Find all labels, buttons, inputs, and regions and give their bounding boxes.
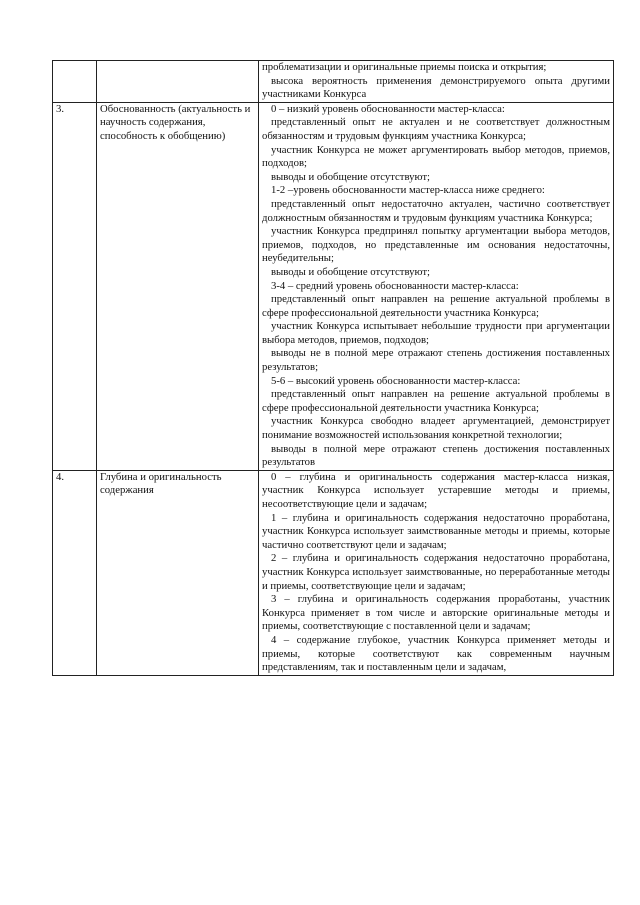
description-paragraph: 2 – глубина и оригинальность содержания недостаточно проработана, участник Конкурса использует заимствованные, но переработанные методы и приемы, соответствующие цели и задачам; <box>262 552 610 592</box>
description-paragraph: 0 – глубина и оригинальность содержания мастер-класса низкая, участник Конкурса использует устаревшие методы и приемы, несоответствующие цели и задачам; <box>262 470 610 510</box>
description-paragraph: представленный опыт направлен на решение актуальной проблемы в сфере профессиональной деятельности участника Конкурса; <box>262 293 610 319</box>
description-paragraph: участник Конкурса испытывает небольшие трудности при аргументации выбора методов, приемов, подходов; <box>262 320 610 346</box>
description-paragraph: высока вероятность применения демонстрируемого опыта другими участниками Конкурса <box>262 74 610 101</box>
description-paragraph: представленный опыт направлен на решение актуальной проблемы в сфере профессиональной деятельности участника Конкурса; <box>262 388 610 414</box>
criteria-table <box>52 60 614 676</box>
description-paragraph: участник Конкурса предпринял попытку аргументации выбора методов, приемов, подходов, но представленные им основания недостаточны, неубедительны; <box>262 225 610 265</box>
description-paragraph: проблематизации и оригинальные приемы поиска и открытия; <box>262 61 547 73</box>
table-row <box>53 61 614 103</box>
description-paragraph: выводы не в полной мере отражают степень достижения поставленных результатов; <box>262 347 610 374</box>
description-paragraph: 5-6 – высокий уровень обоснованности мастер-класса: <box>271 374 521 387</box>
description-paragraph: выводы в полной мере отражают степень достижения поставленных результатов <box>262 442 610 469</box>
row-number: 4. <box>53 470 97 675</box>
description-paragraph: представленный опыт недостаточно актуален, частично соответствует должностным обязанностям и трудовым функциям участника Конкурса; <box>262 197 610 224</box>
description-paragraph: 3 – глубина и оригинальность содержания проработаны, участник Конкурса применяет в том числе и авторские оригинальные методы и приемы, соответствующие с поставленной цели и задачам; <box>262 593 610 633</box>
criterion-name <box>97 61 259 103</box>
criterion-description <box>259 102 614 470</box>
description-paragraph: 1-2 –уровень обоснованности мастер-класса ниже среднего: <box>271 184 545 197</box>
description-paragraph: участник Конкурса не может аргументировать выбор методов, приемов, подходов; <box>262 143 610 170</box>
criterion-description <box>259 61 614 103</box>
row-number: 3. <box>53 102 97 470</box>
criterion-name: Обоснованность (актуальность и научность содержания, способность к обобщению) <box>97 102 259 470</box>
criterion-description <box>259 470 614 675</box>
description-paragraph: участник Конкурса свободно владеет аргументацией, демонстрирует понимание возможностей использования конкретной технологии; <box>262 415 610 442</box>
row-number <box>53 61 97 103</box>
description-paragraph: представленный опыт не актуален и не соответствует должностным обязанностям и трудовым функциям участника Конкурса; <box>262 116 610 142</box>
description-paragraph: 3-4 – средний уровень обоснованности мастер-класса: <box>271 279 519 292</box>
description-paragraph: выводы и обобщение отсутствуют; <box>271 170 430 183</box>
table-row <box>53 470 614 675</box>
description-paragraph: 1 – глубина и оригинальность содержания недостаточно проработана, участник Конкурса использует заимствованные методы и приемы, которые частично соответствуют цели и задачам; <box>262 511 610 551</box>
criteria-table-body <box>53 61 614 676</box>
description-paragraph: 0 – низкий уровень обоснованности мастер-класса: <box>271 102 505 115</box>
description-paragraph: выводы и обобщение отсутствуют; <box>271 265 430 278</box>
criterion-name: Глубина и оригинальность содержания <box>97 470 259 675</box>
description-paragraph: 4 – содержание глубокое, участник Конкурса применяет методы и приемы, которые соответствуют как современным научным представлениям, так и поставленным цели и задачам, <box>262 633 610 674</box>
table-row <box>53 102 614 470</box>
